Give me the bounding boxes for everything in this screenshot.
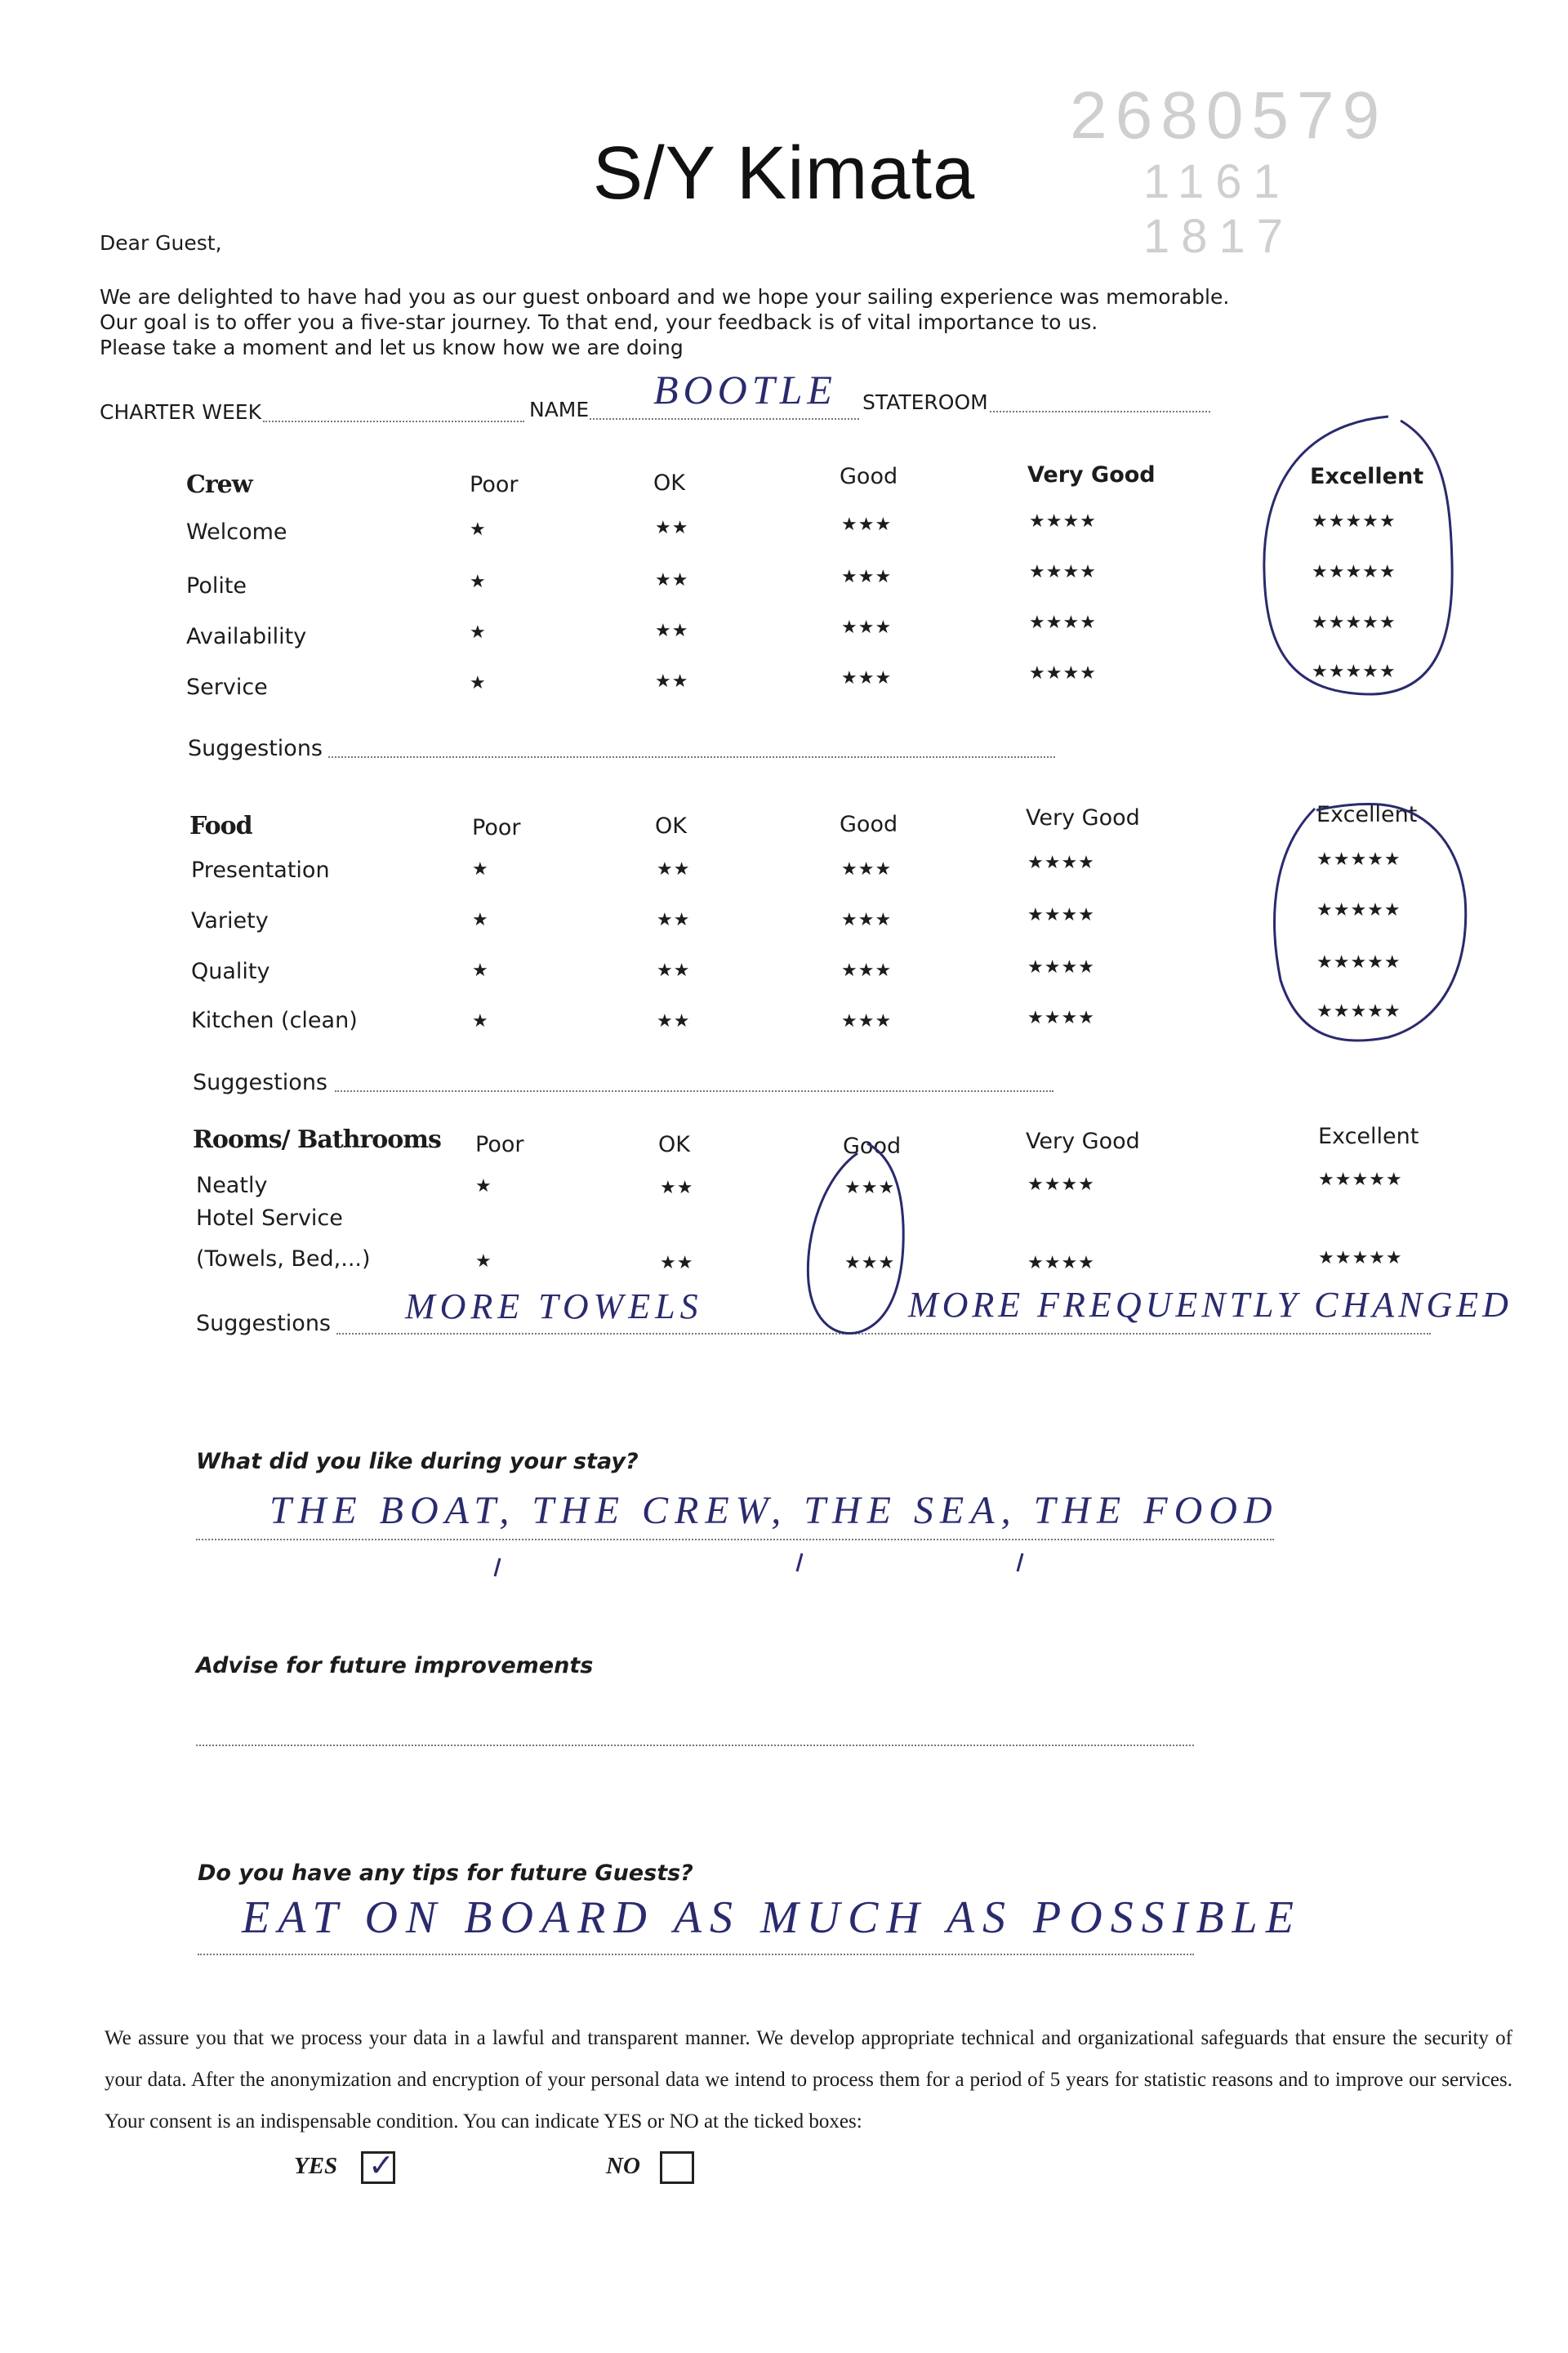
stamp-line-1: 2680579 (1070, 78, 1388, 153)
rating-poor[interactable]: ★ (472, 859, 489, 880)
rating-very-good[interactable]: ★★★★ (1027, 1253, 1095, 1273)
rating-good[interactable]: ★★★ (841, 668, 893, 689)
rating-ok[interactable]: ★★ (657, 910, 691, 930)
charter-week-label: CHARTER WEEK (100, 400, 261, 424)
rating-ok[interactable]: ★★ (655, 570, 689, 590)
rating-very-good[interactable]: ★★★★ (1027, 957, 1095, 978)
rating-good[interactable]: ★★★ (841, 617, 893, 638)
rating-poor[interactable]: ★ (470, 519, 487, 540)
crew-section-title: Crew (186, 470, 252, 499)
rating-ok[interactable]: ★★ (657, 1011, 691, 1032)
rooms-section-title: Rooms/ Bathrooms (193, 1125, 441, 1154)
rating-poor[interactable]: ★ (472, 1011, 489, 1032)
crew-col-very-good: Very Good (1027, 462, 1156, 488)
rating-very-good[interactable]: ★★★★ (1029, 613, 1097, 633)
crew-col-good: Good (840, 464, 898, 489)
rooms-suggestions-label: Suggestions (196, 1311, 331, 1336)
intro-line-3: Please take a moment and let us know how we are doing (100, 336, 684, 359)
rating-excellent[interactable]: ★★★★★ (1312, 613, 1396, 633)
rating-very-good[interactable]: ★★★★ (1029, 511, 1097, 532)
food-row-label: Kitchen (clean) (191, 1008, 358, 1033)
rating-excellent[interactable]: ★★★★★ (1312, 562, 1396, 582)
food-excellent-circle (1275, 804, 1466, 1041)
crew-row-label: Polite (186, 573, 247, 599)
rating-good[interactable]: ★★★ (844, 1178, 896, 1198)
crew-col-excellent: Excellent (1310, 464, 1424, 489)
food-col-ok: OK (655, 813, 687, 839)
name-value: BOOTLE (653, 367, 837, 412)
rooms-row-label: Neatly (196, 1173, 268, 1198)
liked-answer: THE BOAT, THE CREW, THE SEA, THE FOOD (270, 1489, 1279, 1532)
rooms-col-excellent: Excellent (1318, 1124, 1419, 1149)
rating-poor[interactable]: ★ (475, 1176, 492, 1197)
rating-poor[interactable]: ★ (475, 1251, 492, 1272)
consent-yes-label: YES (294, 2153, 338, 2179)
rating-very-good[interactable]: ★★★★ (1029, 562, 1097, 582)
rating-excellent[interactable]: ★★★★★ (1318, 1248, 1403, 1268)
rating-very-good[interactable]: ★★★★ (1027, 853, 1095, 873)
rating-ok[interactable]: ★★ (660, 1178, 694, 1198)
rating-good[interactable]: ★★★ (844, 1253, 896, 1273)
food-col-poor: Poor (472, 815, 521, 840)
rating-good[interactable]: ★★★ (841, 910, 893, 930)
rating-excellent[interactable]: ★★★★★ (1312, 662, 1396, 682)
consent-no-label: NO (606, 2153, 640, 2179)
name-label: NAME (529, 398, 590, 421)
crew-row-label: Service (186, 675, 268, 700)
rooms-col-ok: OK (658, 1132, 690, 1157)
rooms-suggestion-handwritten-2: MORE FREQUENTLY CHANGED (908, 1285, 1512, 1325)
food-suggestions-label: Suggestions (193, 1070, 327, 1095)
greeting: Dear Guest, (100, 231, 222, 255)
rating-poor[interactable]: ★ (472, 960, 489, 981)
tips-answer: EAT ON BOARD AS MUCH AS POSSIBLE (242, 1892, 1302, 1943)
rating-ok[interactable]: ★★ (657, 859, 691, 880)
liked-question: What did you like during your stay? (196, 1449, 639, 1474)
crew-col-poor: Poor (470, 472, 519, 497)
rooms-col-poor: Poor (475, 1132, 524, 1157)
data-consent-text: We assure you that we process your data in a lawful and transparent manner. We develop appropriate technical and organizational safeguards that ensure the security of your data. After the anonymization and encryption of your personal data we intend to process them for a period of 5 years for statistic reasons and to improve our services. Your consent is an indispensable condition. You can indicate YES or NO at the ticked boxes: (105, 2027, 1512, 2132)
rating-very-good[interactable]: ★★★★ (1027, 1008, 1095, 1028)
handwritten-commas (495, 1553, 1022, 1576)
stamp-line-2: 1161 1817 (1143, 155, 1295, 263)
tips-question: Do you have any tips for future Guests? (198, 1861, 693, 1886)
rating-good[interactable]: ★★★ (841, 960, 893, 981)
rating-very-good[interactable]: ★★★★ (1029, 663, 1097, 684)
advise-question: Advise for future improvements (196, 1653, 594, 1678)
rating-poor[interactable]: ★ (470, 673, 487, 693)
intro-line-2: Our goal is to offer you a five-star journey. To that end, your feedback is of vital importance to us. (100, 310, 1098, 334)
rating-ok[interactable]: ★★ (660, 1253, 694, 1273)
rating-good[interactable]: ★★★ (841, 859, 893, 880)
rooms-col-very-good: Very Good (1026, 1129, 1140, 1154)
rating-good[interactable]: ★★★ (841, 515, 893, 535)
rating-poor[interactable]: ★ (470, 622, 487, 643)
rooms-good-circle (808, 1143, 903, 1334)
crew-suggestions-label: Suggestions (188, 736, 323, 761)
crew-col-ok: OK (653, 470, 685, 496)
intro-line-1: We are delighted to have had you as our guest onboard and we hope your sailing experience was memorable. (100, 285, 1230, 309)
rating-ok[interactable]: ★★ (655, 671, 689, 692)
rating-excellent[interactable]: ★★★★★ (1316, 952, 1401, 973)
crew-row-label: Availability (186, 624, 307, 649)
rating-ok[interactable]: ★★ (657, 960, 691, 981)
food-row-label: Presentation (191, 858, 330, 883)
food-col-very-good: Very Good (1026, 805, 1140, 831)
rating-very-good[interactable]: ★★★★ (1027, 905, 1095, 925)
food-row-label: Quality (191, 959, 270, 984)
rating-excellent[interactable]: ★★★★★ (1318, 1170, 1403, 1190)
rating-excellent[interactable]: ★★★★★ (1316, 900, 1401, 920)
rooms-col-good: Good (843, 1134, 902, 1159)
rooms-row-label: (Towels, Bed,...) (196, 1246, 371, 1272)
stateroom-label: STATEROOM (862, 390, 988, 414)
rating-ok[interactable]: ★★ (655, 621, 689, 641)
food-row-label: Variety (191, 908, 269, 934)
rating-good[interactable]: ★★★ (841, 1011, 893, 1032)
rating-excellent[interactable]: ★★★★★ (1316, 1001, 1401, 1022)
food-col-excellent: Excellent (1316, 802, 1418, 827)
rating-poor[interactable]: ★ (470, 572, 487, 592)
rating-poor[interactable]: ★ (472, 910, 489, 930)
crew-excellent-circle (1264, 417, 1452, 694)
check-mark-icon: ✓ (368, 2147, 394, 2183)
food-col-good: Good (840, 812, 898, 837)
form-title: S/Y Kimata (592, 131, 976, 215)
rating-excellent[interactable]: ★★★★★ (1312, 511, 1396, 532)
rooms-suggestion-handwritten: MORE TOWELS (405, 1286, 703, 1326)
rooms-row-label: Hotel Service (196, 1205, 343, 1231)
rating-excellent[interactable]: ★★★★★ (1316, 849, 1401, 870)
rating-good[interactable]: ★★★ (841, 567, 893, 587)
food-section-title: Food (189, 812, 252, 840)
crew-row-label: Welcome (186, 519, 287, 545)
rating-ok[interactable]: ★★ (655, 518, 689, 538)
rating-very-good[interactable]: ★★★★ (1027, 1174, 1095, 1195)
